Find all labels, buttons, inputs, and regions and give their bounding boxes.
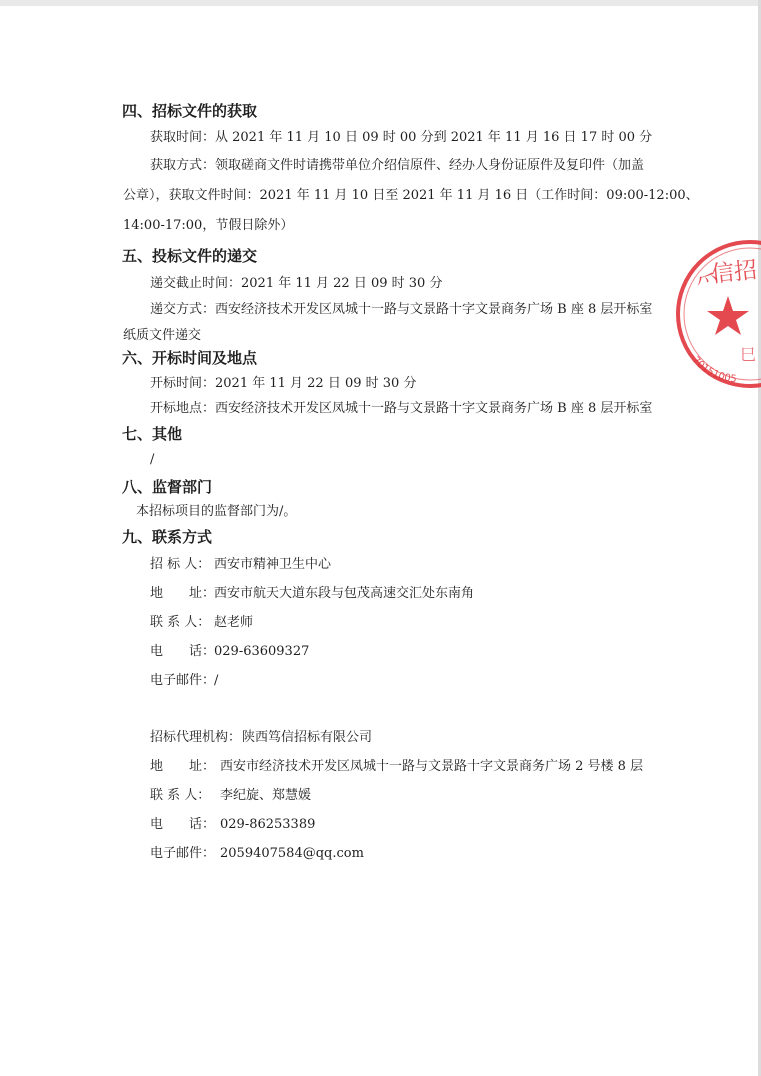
agency-address-label: 地 址： — [150, 759, 216, 774]
agency-contact-row — [150, 788, 311, 804]
buyer-phone: 029-63609327 — [214, 644, 310, 659]
seal-number: 70151005 — [689, 354, 738, 386]
buyer-name-row — [150, 557, 331, 573]
buyer-email-row — [150, 673, 218, 689]
section-9-heading: 九、联系方式 — [122, 528, 213, 546]
buyer-email-label: 电子邮件： — [150, 673, 216, 688]
seal-characters: 信招 — [709, 257, 759, 288]
s5-method-line2: 纸质文件递交 — [123, 328, 202, 343]
buyer-address: 西安市航天大道东段与包茂高速交汇处东南角 — [214, 586, 475, 601]
seal-graphic — [672, 232, 761, 402]
buyer-phone-row — [150, 644, 309, 660]
s8-content: 本招标项目的监督部门为/。 — [136, 504, 297, 519]
section-6-heading: 六、开标时间及地点 — [122, 349, 258, 367]
agency-name-row — [150, 730, 372, 746]
page-top-edge — [0, 0, 761, 6]
agency-email: 2059407584@qq.com — [220, 846, 364, 861]
svg-text:巳: 巳 — [740, 345, 757, 364]
section-5-heading: 五、投标文件的递交 — [122, 247, 258, 265]
s5-deadline: 递交截止时间：2021 年 11 月 22 日 09 时 30 分 — [150, 276, 443, 291]
s4-method-line1: 获取方式：领取磋商文件时请携带单位介绍信原件、经办人身份证原件及复印件（加盖 — [150, 158, 645, 173]
s4-time: 获取时间：从 2021 年 11 月 10 日 09 时 00 分到 2021 年 11 月 16 日 17 时 00 分 — [150, 130, 653, 145]
buyer-address-row — [150, 586, 474, 602]
agency-phone-row — [150, 817, 315, 833]
buyer-name-label: 招 标 人： — [150, 557, 211, 572]
seal-star-icon — [707, 296, 749, 335]
agency-phone: 029-86253389 — [220, 817, 316, 832]
s4-method-line3: 14:00-17:00，节假日除外） — [123, 218, 294, 233]
svg-text:⺤: ⺤ — [694, 266, 721, 296]
agency-address: 西安市经济技术开发区凤城十一路与文景路十字文景商务广场 2 号楼 8 层 — [220, 759, 644, 774]
agency-contact: 李纪旋、郑慧媛 — [220, 788, 312, 803]
s5-method-line1: 递交方式：西安经济技术开发区凤城十一路与文景路十字文景商务广场 B 座 8 层开标室 — [150, 302, 653, 317]
buyer-phone-label: 电 话： — [150, 644, 216, 659]
agency-name-label: 招标代理机构： — [150, 730, 242, 745]
buyer-contact: 赵老师 — [214, 615, 254, 630]
buyer-email: / — [214, 673, 219, 688]
section-8-heading: 八、监督部门 — [122, 478, 213, 496]
agency-name: 陕西笃信招标有限公司 — [242, 730, 373, 745]
buyer-address-label: 地 址： — [150, 586, 216, 601]
agency-email-row — [150, 846, 364, 862]
s6-place: 开标地点：西安经济技术开发区凤城十一路与文景路十字文景商务广场 B 座 8 层开标室 — [150, 401, 653, 416]
s6-time: 开标时间：2021 年 11 月 22 日 09 时 30 分 — [150, 376, 417, 391]
buyer-contact-row — [150, 615, 253, 631]
company-seal — [672, 232, 761, 402]
section-4-heading: 四、招标文件的获取 — [122, 102, 258, 120]
agency-phone-label: 电 话： — [150, 817, 216, 832]
buyer-contact-label: 联 系 人： — [150, 615, 211, 630]
buyer-name: 西安市精神卫生中心 — [214, 557, 332, 572]
agency-contact-label: 联 系 人： — [150, 788, 211, 803]
agency-email-label: 电子邮件： — [150, 846, 216, 861]
agency-address-row — [150, 759, 643, 775]
s7-content: / — [150, 452, 155, 467]
section-7-heading: 七、其他 — [122, 425, 183, 443]
s4-method-line2: 公章），获取文件时间：2021 年 11 月 10 日至 2021 年 11 月 16 日（工作时间：09:00-12:00、 — [123, 188, 699, 203]
